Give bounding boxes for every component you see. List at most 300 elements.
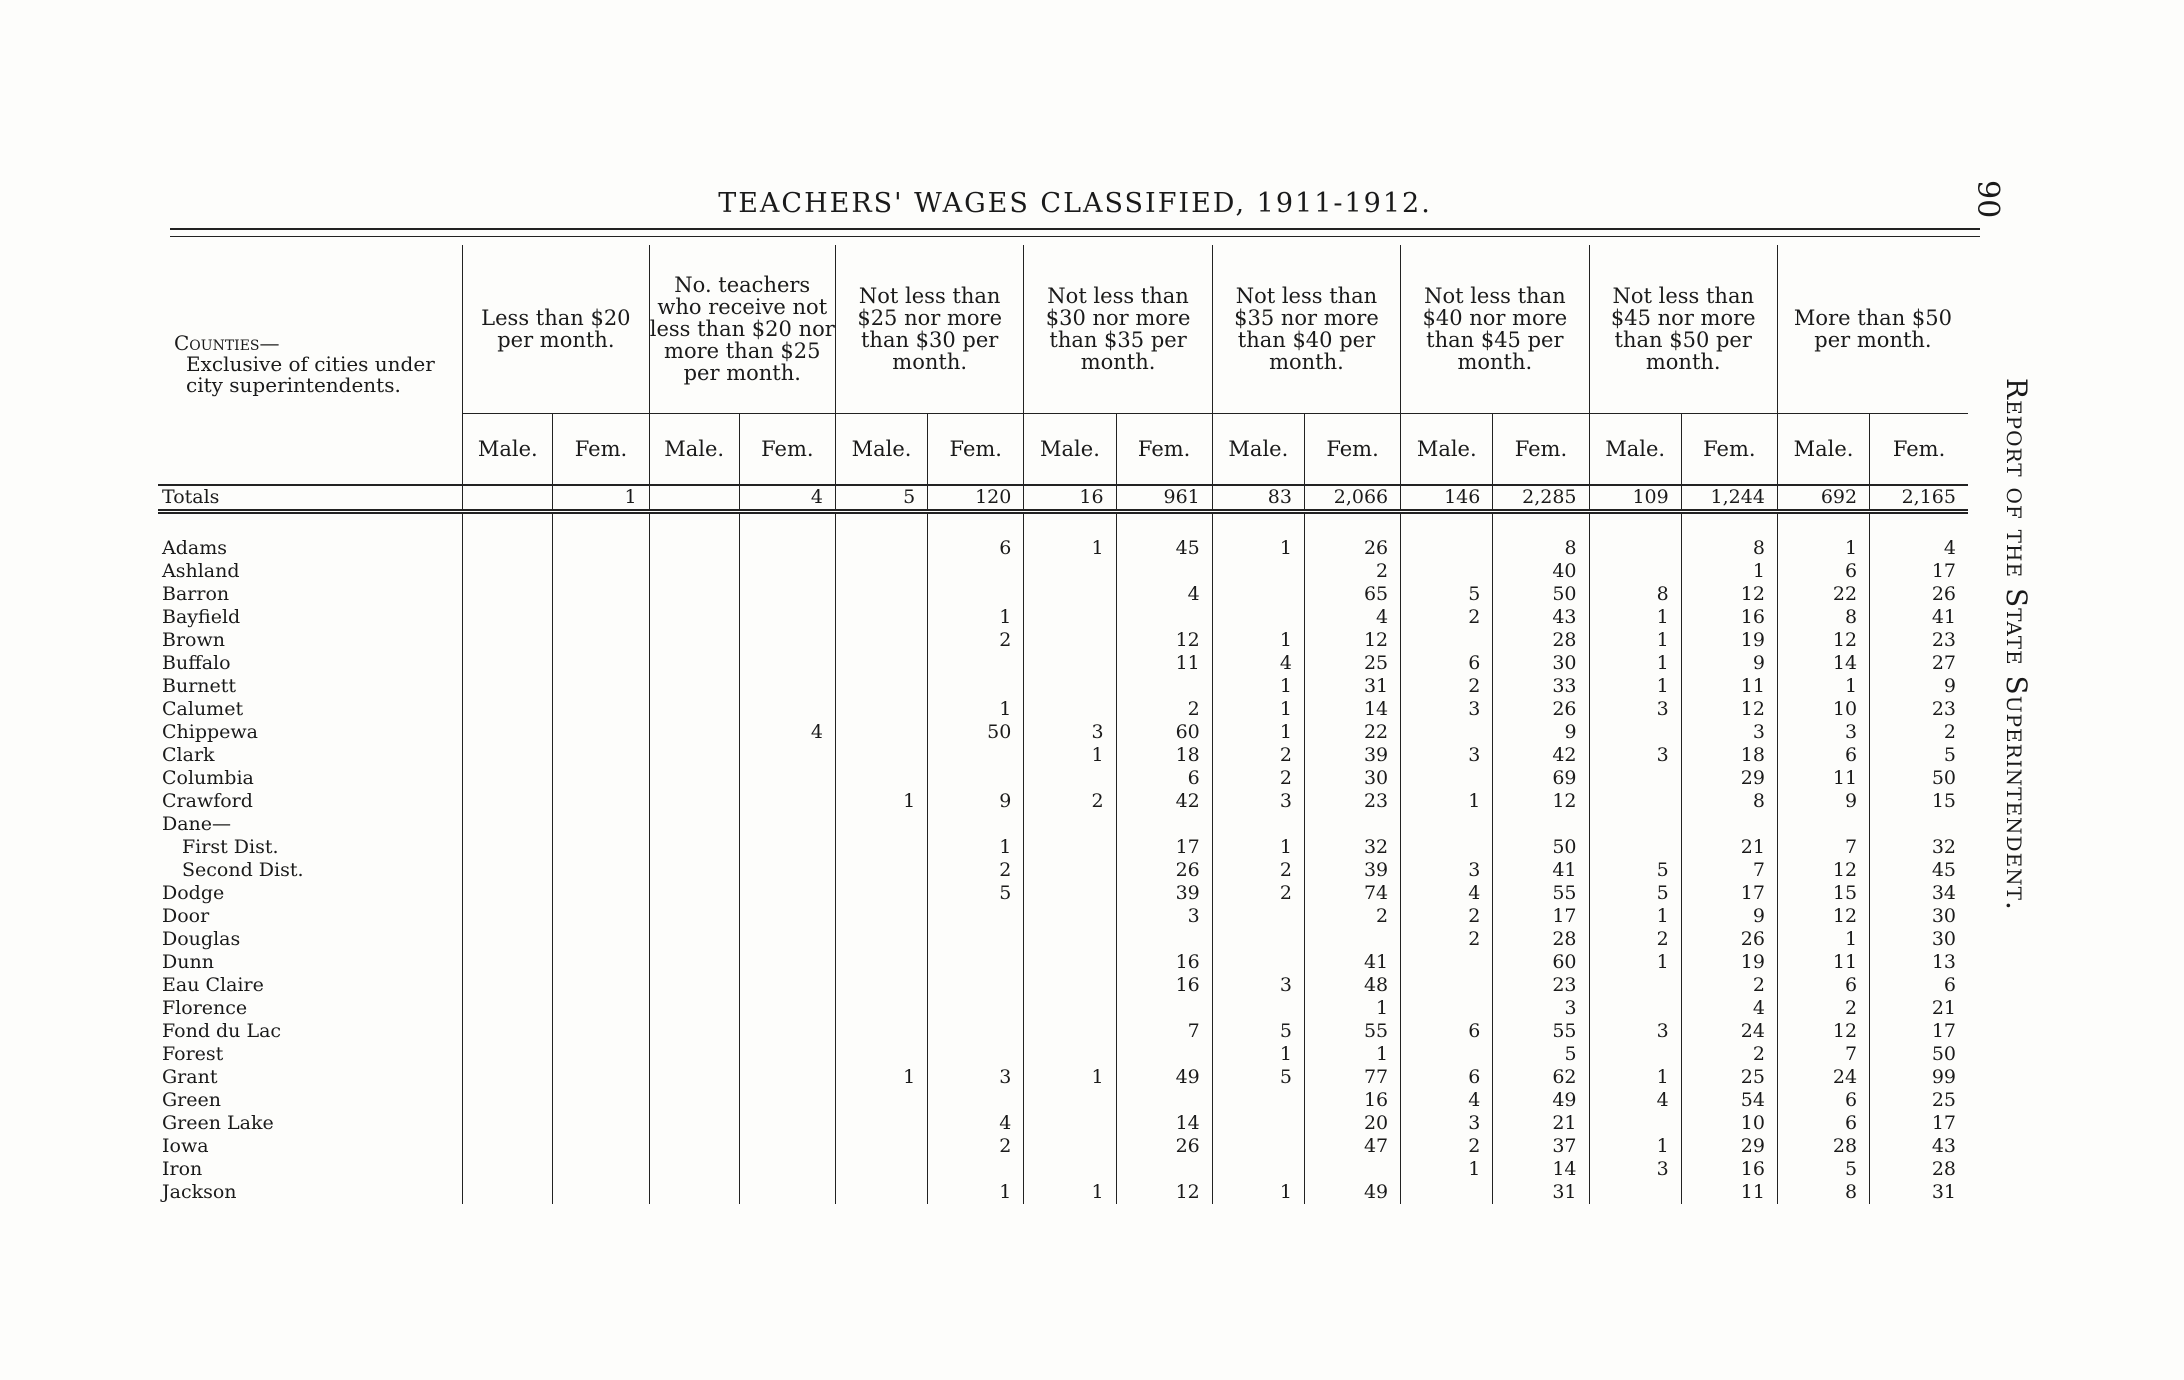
table-cell: [553, 1158, 649, 1181]
table-cell: 25: [1304, 652, 1400, 675]
totals-cell: 2,165: [1870, 485, 1968, 512]
table-cell: 1: [1024, 1066, 1116, 1089]
table-cell: [928, 1020, 1024, 1043]
table-cell: [1024, 1158, 1116, 1181]
county-name: Grant: [162, 1065, 218, 1088]
table-cell: 45: [1116, 537, 1212, 560]
table-cell: 2: [1212, 767, 1304, 790]
table-cell: [928, 974, 1024, 997]
table-cell: [835, 974, 927, 997]
table-cell: 1: [928, 1181, 1024, 1204]
table-cell: 1: [1304, 997, 1400, 1020]
table-cell: 2: [1304, 905, 1400, 928]
table-cell: [1024, 1020, 1116, 1043]
table-row: [158, 744, 1968, 767]
table-cell: [928, 1158, 1024, 1181]
county-name: Eau Claire: [162, 973, 264, 996]
county-name: Buffalo: [162, 651, 231, 674]
county-name: Barron: [162, 582, 230, 605]
table-cell: [1116, 606, 1212, 629]
table-cell: 1: [1212, 698, 1304, 721]
table-row: [158, 629, 1968, 652]
table-cell: [649, 629, 739, 652]
group-header-5: Not less than $35 nor more than $40 per month.: [1212, 245, 1400, 413]
table-cell: 31: [1304, 675, 1400, 698]
table-cell: 42: [1493, 744, 1589, 767]
totals-cell: 16: [1024, 485, 1116, 512]
table-cell: [553, 721, 649, 744]
totals-cell: 109: [1589, 485, 1681, 512]
table-cell: [1401, 767, 1493, 790]
spacer-cell: [1493, 511, 1589, 537]
table-cell: 48: [1304, 974, 1400, 997]
table-cell: 27: [1870, 652, 1968, 675]
table-cell: 39: [1304, 744, 1400, 767]
county-name: Dodge: [162, 881, 225, 904]
county-name: Brown: [162, 628, 225, 651]
table-cell: 39: [1304, 859, 1400, 882]
table-cell: 23: [1870, 698, 1968, 721]
table-cell: 6: [1777, 744, 1869, 767]
table-cell: [1401, 997, 1493, 1020]
table-cell: [1024, 951, 1116, 974]
table-row: [158, 1112, 1968, 1135]
table-cell: [1212, 1158, 1304, 1181]
table-cell: [649, 652, 739, 675]
table-cell: [553, 767, 649, 790]
table-cell: [463, 1112, 553, 1135]
table-cell: 16: [1681, 1158, 1777, 1181]
table-row: [158, 583, 1968, 606]
table-cell: 60: [1116, 721, 1212, 744]
table-row: [158, 813, 1968, 836]
table-cell: 32: [1870, 836, 1968, 859]
table-cell: [928, 1043, 1024, 1066]
table-cell: 5: [1212, 1020, 1304, 1043]
table-cell: [463, 882, 553, 905]
table-cell: [553, 629, 649, 652]
table-cell: [835, 836, 927, 859]
table-cell: [1401, 951, 1493, 974]
table-cell: [1116, 675, 1212, 698]
table-cell: [835, 1181, 927, 1204]
county-name: Iowa: [162, 1134, 209, 1157]
group-header-6: Not less than $40 nor more than $45 per month.: [1401, 245, 1589, 413]
table-cell: [1024, 652, 1116, 675]
table-cell: [835, 1158, 927, 1181]
table-cell: [1024, 606, 1116, 629]
table-cell: 17: [1870, 1112, 1968, 1135]
table-row: [158, 974, 1968, 997]
table-cell: 12: [1777, 1020, 1869, 1043]
table-cell: [1212, 1112, 1304, 1135]
table-cell: 99: [1870, 1066, 1968, 1089]
table-cell: [463, 790, 553, 813]
totals-cell: 120: [928, 485, 1024, 512]
table-cell: 1: [1589, 629, 1681, 652]
table-cell: 5: [1870, 744, 1968, 767]
table-cell: 42: [1116, 790, 1212, 813]
table-cell: [1024, 882, 1116, 905]
totals-row: [158, 485, 1968, 512]
table-cell: [463, 629, 553, 652]
table-row: [158, 1089, 1968, 1112]
table-cell: 6: [1401, 1066, 1493, 1089]
spacer-cell: [1304, 511, 1400, 537]
table-cell: 22: [1777, 583, 1869, 606]
table-cell: [928, 951, 1024, 974]
table-cell: [1116, 1043, 1212, 1066]
table-cell: [835, 928, 927, 951]
table-cell: 2: [1681, 1043, 1777, 1066]
table-row: [158, 997, 1968, 1020]
table-cell: [835, 951, 927, 974]
table-row: [158, 1158, 1968, 1181]
table-cell: [1116, 1158, 1212, 1181]
table-cell: 3: [1024, 721, 1116, 744]
table-cell: [1024, 859, 1116, 882]
table-cell: 3: [928, 1066, 1024, 1089]
table-cell: [1024, 813, 1116, 836]
table-cell: [463, 1181, 553, 1204]
table-cell: 5: [1777, 1158, 1869, 1181]
spacer-cell: [1589, 511, 1681, 537]
title-rule-top: [170, 228, 1980, 230]
table-cell: [553, 813, 649, 836]
table-cell: [463, 1089, 553, 1112]
table-cell: 2: [928, 629, 1024, 652]
totals-cell: [463, 485, 553, 512]
table-cell: [1024, 698, 1116, 721]
table-cell: 14: [1116, 1112, 1212, 1135]
table-cell: 55: [1493, 1020, 1589, 1043]
table-cell: 31: [1870, 1181, 1968, 1204]
table-cell: 1: [1024, 744, 1116, 767]
table-cell: 9: [928, 790, 1024, 813]
table-cell: 1: [1212, 537, 1304, 560]
table-cell: [649, 790, 739, 813]
table-cell: 4: [1304, 606, 1400, 629]
table-cell: 50: [1493, 836, 1589, 859]
table-cell: [928, 1089, 1024, 1112]
table-cell: [1024, 928, 1116, 951]
table-cell: 9: [1870, 675, 1968, 698]
table-cell: [649, 560, 739, 583]
table-cell: [649, 859, 739, 882]
table-cell: [835, 721, 927, 744]
male-header-7: Male.: [1589, 413, 1681, 485]
table-cell: 5: [1589, 859, 1681, 882]
table-cell: [928, 813, 1024, 836]
county-name: Adams: [162, 536, 227, 559]
table-cell: [835, 905, 927, 928]
table-cell: 30: [1493, 652, 1589, 675]
table-cell: [739, 997, 835, 1020]
table-cell: [739, 882, 835, 905]
table-cell: [463, 859, 553, 882]
table-cell: [739, 744, 835, 767]
table-cell: 30: [1304, 767, 1400, 790]
table-row: [158, 1181, 1968, 1204]
group-header-2: No. teachers who receive not less than $20 nor more than $25 per month.: [649, 245, 835, 413]
table-cell: [463, 974, 553, 997]
table-cell: [649, 1135, 739, 1158]
table-cell: 3: [1401, 744, 1493, 767]
table-cell: [553, 583, 649, 606]
table-cell: 2: [1777, 997, 1869, 1020]
table-cell: 24: [1681, 1020, 1777, 1043]
table-cell: 50: [1493, 583, 1589, 606]
table-cell: [463, 1066, 553, 1089]
table-cell: 3: [1589, 1020, 1681, 1043]
table-cell: 1: [1589, 1135, 1681, 1158]
table-cell: [739, 1181, 835, 1204]
table-cell: [463, 1135, 553, 1158]
table-cell: 3: [1116, 905, 1212, 928]
table-cell: [739, 859, 835, 882]
table-cell: [1401, 813, 1493, 836]
table-cell: [1304, 813, 1400, 836]
table-cell: [835, 606, 927, 629]
table-cell: 13: [1870, 951, 1968, 974]
spacer-cell: [928, 511, 1024, 537]
table-cell: 1: [1024, 537, 1116, 560]
table-cell: 1: [1589, 652, 1681, 675]
table-cell: 3: [1681, 721, 1777, 744]
county-header-line1: Counties—: [174, 330, 280, 355]
table-cell: 28: [1493, 928, 1589, 951]
county-name: Green: [162, 1088, 221, 1111]
table-cell: [649, 583, 739, 606]
group-header-7: Not less than $45 nor more than $50 per month.: [1589, 245, 1777, 413]
table-cell: [553, 698, 649, 721]
table-cell: [553, 905, 649, 928]
table-cell: [649, 905, 739, 928]
table-cell: [553, 997, 649, 1020]
table-cell: [1401, 629, 1493, 652]
table-cell: 3: [1777, 721, 1869, 744]
table-cell: [835, 997, 927, 1020]
table-cell: 1: [1681, 560, 1777, 583]
table-cell: 12: [1777, 629, 1869, 652]
table-cell: 41: [1304, 951, 1400, 974]
table-cell: 11: [1681, 1181, 1777, 1204]
table-cell: [928, 905, 1024, 928]
male-header-2: Male.: [649, 413, 739, 485]
table-cell: 4: [1589, 1089, 1681, 1112]
table-cell: 28: [1493, 629, 1589, 652]
table-cell: 29: [1681, 767, 1777, 790]
table-cell: 50: [1870, 1043, 1968, 1066]
table-cell: 24: [1777, 1066, 1869, 1089]
table-cell: 18: [1681, 744, 1777, 767]
table-cell: 43: [1493, 606, 1589, 629]
county-name: Fond du Lac: [162, 1019, 282, 1042]
running-title: Report of the State Superintendent.: [2000, 378, 2033, 911]
table-cell: 1: [1212, 675, 1304, 698]
table-cell: [1024, 1135, 1116, 1158]
table-cell: [1401, 836, 1493, 859]
table-cell: [649, 928, 739, 951]
table-cell: 1: [1777, 928, 1869, 951]
table-cell: [739, 583, 835, 606]
totals-label: Totals: [158, 485, 463, 512]
table-cell: 2: [928, 859, 1024, 882]
table-cell: [463, 997, 553, 1020]
table-cell: 77: [1304, 1066, 1400, 1089]
table-cell: [835, 1020, 927, 1043]
totals-cell: 5: [835, 485, 927, 512]
totals-cell: 83: [1212, 485, 1304, 512]
table-cell: [1024, 583, 1116, 606]
table-cell: [928, 675, 1024, 698]
table-cell: 1: [928, 698, 1024, 721]
table-cell: 33: [1493, 675, 1589, 698]
table-cell: 3: [1212, 974, 1304, 997]
totals-cell: 2,285: [1493, 485, 1589, 512]
table-cell: 4: [1681, 997, 1777, 1020]
table-cell: [1024, 560, 1116, 583]
table-cell: 62: [1493, 1066, 1589, 1089]
fem-header-4: Fem.: [1116, 413, 1212, 485]
table-cell: 1: [835, 1066, 927, 1089]
table-cell: [553, 560, 649, 583]
table-cell: 12: [1493, 790, 1589, 813]
table-cell: [1589, 836, 1681, 859]
table-cell: 47: [1304, 1135, 1400, 1158]
title-rule-bottom: [170, 236, 1980, 237]
table-cell: 43: [1870, 1135, 1968, 1158]
table-cell: [553, 1020, 649, 1043]
table-cell: 49: [1493, 1089, 1589, 1112]
table-cell: 5: [928, 882, 1024, 905]
table-cell: [835, 698, 927, 721]
table-cell: [553, 859, 649, 882]
table-cell: [1024, 836, 1116, 859]
table-cell: 4: [1401, 882, 1493, 905]
table-cell: 26: [1493, 698, 1589, 721]
table-cell: 4: [1401, 1089, 1493, 1112]
table-cell: [463, 721, 553, 744]
table-cell: [1212, 905, 1304, 928]
table-cell: 7: [1777, 1043, 1869, 1066]
table-cell: [928, 997, 1024, 1020]
table-cell: [739, 629, 835, 652]
table-cell: [739, 905, 835, 928]
table-cell: [463, 905, 553, 928]
table-cell: [1304, 1158, 1400, 1181]
table-cell: [928, 767, 1024, 790]
table-row: [158, 859, 1968, 882]
spacer-cell: [1681, 511, 1777, 537]
table-cell: 23: [1304, 790, 1400, 813]
table-cell: [739, 1112, 835, 1135]
table-cell: 26: [1681, 928, 1777, 951]
table-cell: [739, 1158, 835, 1181]
table-cell: 2: [1401, 1135, 1493, 1158]
table-cell: 41: [1493, 859, 1589, 882]
table-row: [158, 1135, 1968, 1158]
group-header-3: Not less than $25 nor more than $30 per month.: [835, 245, 1023, 413]
table-cell: [553, 882, 649, 905]
fem-header-3: Fem.: [928, 413, 1024, 485]
table-cell: [1589, 997, 1681, 1020]
table-cell: [835, 1089, 927, 1112]
male-header-4: Male.: [1024, 413, 1116, 485]
table-cell: 6: [1777, 1112, 1869, 1135]
table-cell: [649, 1181, 739, 1204]
table-cell: 12: [1681, 583, 1777, 606]
table-cell: [649, 744, 739, 767]
table-cell: 1: [835, 790, 927, 813]
table-cell: 3: [1401, 859, 1493, 882]
table-cell: [463, 813, 553, 836]
table-cell: 1: [1401, 1158, 1493, 1181]
table-cell: [1024, 629, 1116, 652]
county-name: First Dist.: [182, 835, 279, 858]
table-cell: [463, 698, 553, 721]
table-cell: [463, 744, 553, 767]
table-header: [158, 245, 1968, 485]
table-cell: 9: [1681, 652, 1777, 675]
table-cell: [739, 951, 835, 974]
fem-header-6: Fem.: [1493, 413, 1589, 485]
table-cell: [1589, 1112, 1681, 1135]
county-name: Chippewa: [162, 720, 259, 743]
table-cell: 65: [1304, 583, 1400, 606]
table-cell: 11: [1777, 951, 1869, 974]
table-cell: 1: [1589, 951, 1681, 974]
table-cell: [1401, 974, 1493, 997]
table-cell: 8: [1777, 606, 1869, 629]
table-cell: 6: [1870, 974, 1968, 997]
table-cell: 26: [1116, 1135, 1212, 1158]
table-cell: [1024, 974, 1116, 997]
county-name: Columbia: [162, 766, 254, 789]
table-cell: [1212, 997, 1304, 1020]
county-header-line2: Exclusive of cities under city superintendents.: [186, 351, 435, 397]
table-cell: 3: [1493, 997, 1589, 1020]
table-cell: [1116, 813, 1212, 836]
table-cell: [649, 974, 739, 997]
table-cell: 2: [1212, 882, 1304, 905]
table-cell: [928, 744, 1024, 767]
table-cell: [835, 744, 927, 767]
table-cell: 1: [928, 606, 1024, 629]
table-cell: 60: [1493, 951, 1589, 974]
table-cell: [1589, 813, 1681, 836]
totals-cell: 692: [1777, 485, 1869, 512]
county-name: Burnett: [162, 674, 237, 697]
table-cell: [649, 882, 739, 905]
table-cell: [835, 813, 927, 836]
table-cell: [1589, 767, 1681, 790]
table-cell: [739, 652, 835, 675]
table-cell: 1: [1024, 1181, 1116, 1204]
table-cell: 16: [1681, 606, 1777, 629]
table-cell: 49: [1304, 1181, 1400, 1204]
table-cell: 2: [1401, 905, 1493, 928]
table-cell: 12: [1304, 629, 1400, 652]
table-cell: [739, 767, 835, 790]
county-name: Crawford: [162, 789, 253, 812]
table-cell: [1589, 790, 1681, 813]
table-cell: 30: [1870, 905, 1968, 928]
table-cell: [1024, 767, 1116, 790]
table-cell: 1: [1589, 1066, 1681, 1089]
table-cell: [1212, 928, 1304, 951]
table-cell: 28: [1870, 1158, 1968, 1181]
